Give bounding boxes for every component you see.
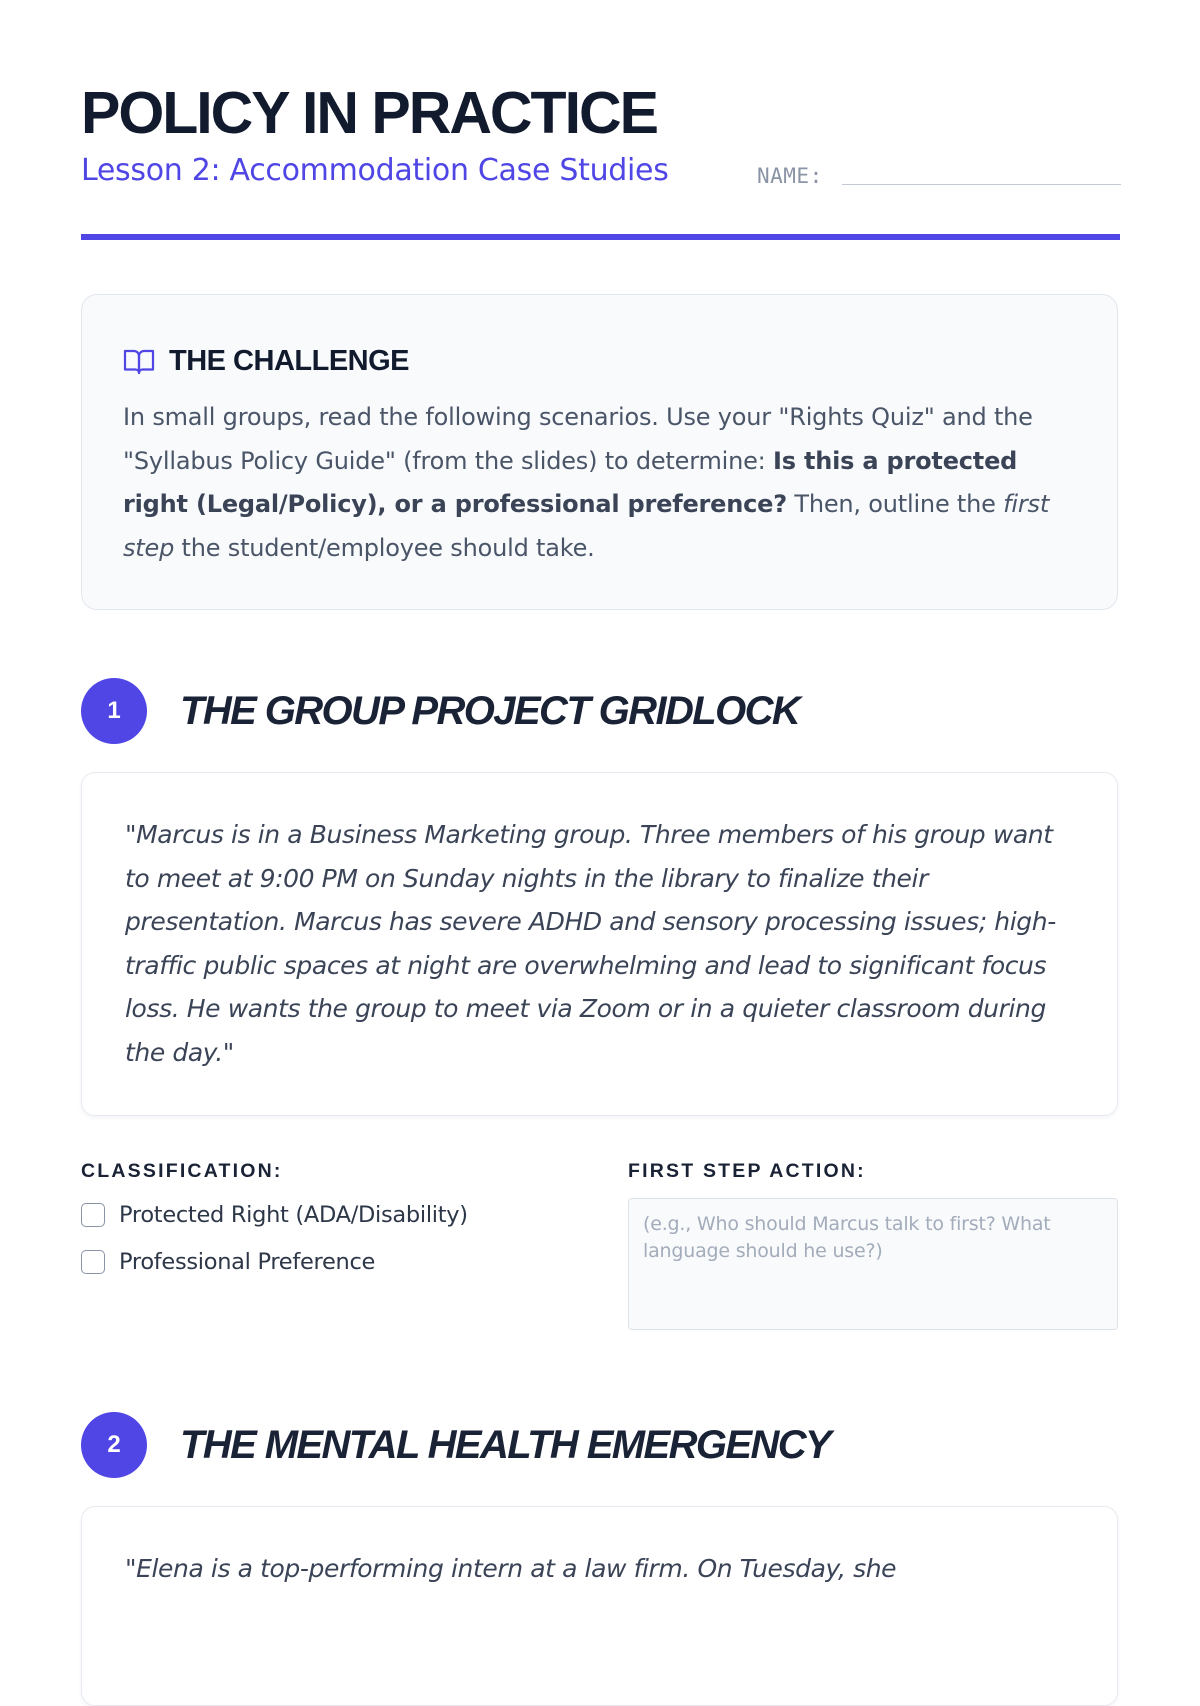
option-professional-preference[interactable]: [81, 1249, 375, 1275]
option-label: Professional Preference: [119, 1249, 376, 1275]
case-number-badge: 1: [81, 678, 147, 744]
classification-label: CLASSIFICATION:: [81, 1160, 283, 1182]
lesson-subtitle: Lesson 2: Accommodation Case Studies: [81, 153, 669, 188]
first-step-label: FIRST STEP ACTION:: [628, 1160, 866, 1182]
scenario-text: "Marcus is in a Business Marketing group. Three members of his group want to meet at 9:00 PM on Sunday nights in the library to finalize their presentation. Marcus has severe ADHD and sensory processing issues; high-traffic public spaces at night are overwhelming and lead to significant focus loss. He wants the group to meet via Zoom or in a quieter classroom during the day.": [125, 820, 1056, 1067]
option-label: Protected Right (ADA/Disability): [119, 1202, 468, 1228]
case-1-scenario-card: [81, 772, 1118, 1116]
challenge-instructions: In small groups, read the following scenarios. Use your "Rights Quiz" and the "Syllabus Policy Guide" (from the slides) to determine: Is this a protected right (Legal/Policy), or a professional preference? Then, outline the first step the student/employee should take.: [123, 403, 1050, 562]
case-title: THE GROUP PROJECT GRIDLOCK: [180, 688, 800, 733]
challenge-box: [81, 294, 1118, 610]
case-1-header: [81, 678, 799, 744]
professional-preference-checkbox[interactable]: [81, 1250, 105, 1274]
case-title: THE MENTAL HEALTH EMERGENCY: [180, 1422, 831, 1467]
scenario-text: "Elena is a top-performing intern at a law firm. On Tuesday, she: [125, 1554, 897, 1583]
challenge-title: THE CHALLENGE: [169, 345, 409, 377]
protected-right-checkbox[interactable]: [81, 1203, 105, 1227]
book-open-icon: [123, 348, 155, 376]
case-2-header: [81, 1412, 830, 1478]
case-number-badge: 2: [81, 1412, 147, 1478]
first-step-action-input[interactable]: [628, 1198, 1118, 1330]
case-2-scenario-card: [81, 1506, 1118, 1706]
name-field-line[interactable]: [842, 184, 1121, 185]
page-title: POLICY IN PRACTICE: [81, 80, 657, 146]
name-label: NAME:: [757, 164, 823, 188]
option-protected-right[interactable]: [81, 1202, 468, 1228]
header-divider: [81, 234, 1120, 240]
challenge-header: [123, 345, 409, 378]
